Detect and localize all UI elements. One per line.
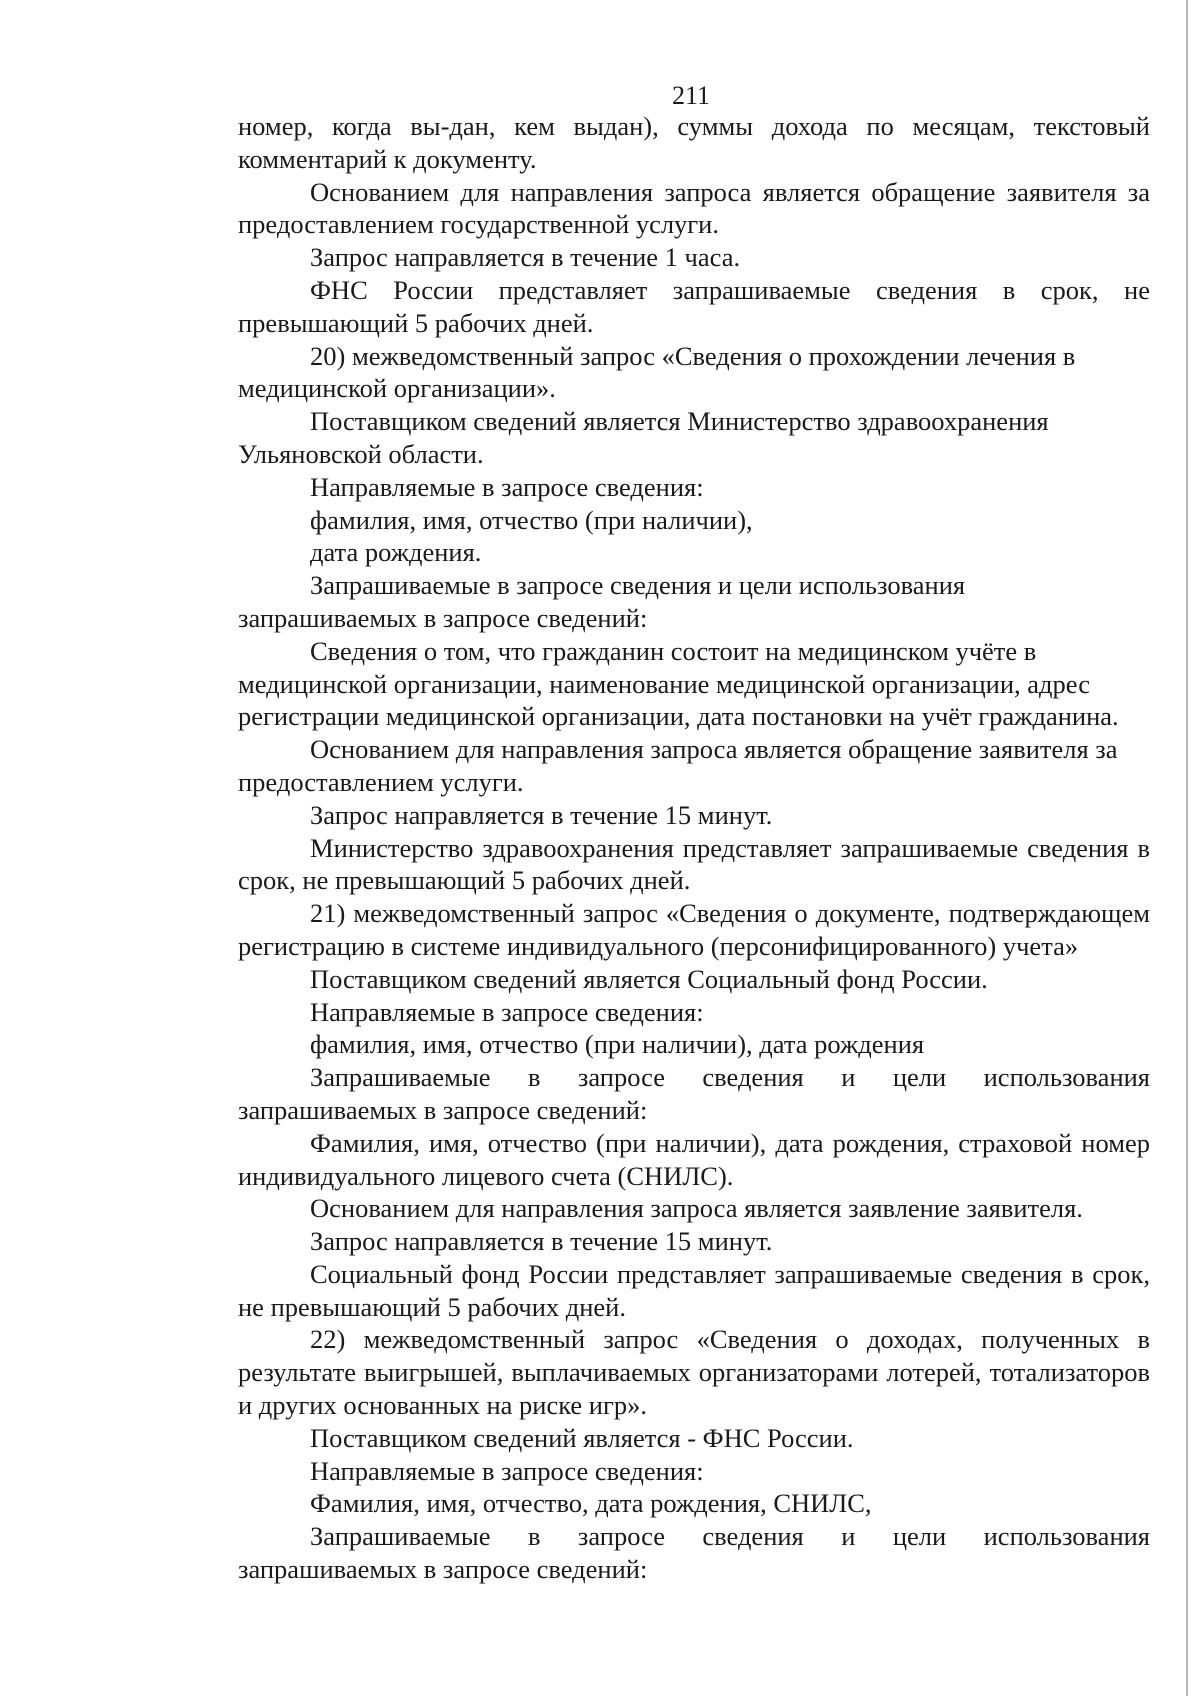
- paragraph: Направляемые в запросе сведения:: [310, 996, 704, 1027]
- paragraph: Основанием для направления запроса является заявление заявителя.: [310, 1193, 1083, 1224]
- paragraph: Поставщиком сведений является Социальный фонд России.: [310, 963, 988, 994]
- paragraph: фамилия, имя, отчество (при наличии),: [310, 504, 753, 535]
- scan-edge-line: [1186, 0, 1188, 1696]
- paragraph: дата рождения.: [310, 537, 482, 568]
- page-number: 211: [671, 81, 711, 110]
- paragraph: 20) межведомственный запрос «Сведения о прохождении лечения в медицинской организации».: [238, 340, 1076, 404]
- paragraph: Фамилия, имя, отчество, дата рождения, СНИЛС,: [310, 1488, 872, 1519]
- paragraph: 22) межведомственный запрос «Сведения о доходах, полученных в результате выигрышей, выплачиваемых организаторами лотерей, тотализаторов и других основанных на риске игр».: [238, 1324, 1150, 1421]
- paragraph: Основанием для направления запроса является обращение заявителя за предоставлением услуги.: [238, 734, 1118, 797]
- paragraph: ФНС России представляет запрашиваемые сведения в срок, не превышающий 5 рабочих дней.: [238, 274, 1150, 338]
- paragraph: Запрос направляется в течение 15 минут.: [310, 799, 773, 830]
- paragraph: Министерство здравоохранения представляет запрашиваемые сведения в срок, не превышающий 5 рабочих дней.: [238, 832, 1150, 896]
- paragraph: Запрашиваемые в запросе сведения и цели использования запрашиваемых в запросе сведений:: [238, 1521, 1150, 1585]
- paragraph: Поставщиком сведений является Министерство здравоохранения Ульяновской области.: [238, 406, 1049, 469]
- paragraph: Направляемые в запросе сведения:: [310, 1455, 704, 1486]
- paragraph: Запрос направляется в течение 1 часа.: [310, 242, 741, 273]
- paragraph: Запрашиваемые в запросе сведения и цели использования запрашиваемых в запросе сведений:: [238, 570, 966, 633]
- paragraph: Запрос направляется в течение 15 минут.: [310, 1226, 773, 1257]
- paragraph: Социальный фонд России представляет запрашиваемые сведения в срок, не превышающий 5 рабочих дней.: [238, 1258, 1150, 1322]
- document-body: [238, 110, 1150, 1586]
- paragraph: фамилия, имя, отчество (при наличии), дата рождения: [310, 1029, 925, 1060]
- paragraph: Направляемые в запросе сведения:: [310, 471, 704, 502]
- paragraph: Запрашиваемые в запросе сведения и цели использования запрашиваемых в запросе сведений:: [238, 1062, 1150, 1125]
- paragraph: Фамилия, имя, отчество (при наличии), дата рождения, страховой номер индивидуального лицевого счета (СНИЛС).: [238, 1127, 1150, 1191]
- paragraph: Сведения о том, что гражданин состоит на медицинском учёте в медицинской организации, наименование медицинской организации, адрес регистрации медицинской организации, дата постановки на учёт гражданина.: [238, 635, 1119, 732]
- paragraph: Поставщиком сведений является - ФНС России.: [310, 1422, 854, 1453]
- paragraph: 21) межведомственный запрос «Сведения о документе, подтверждающем регистрацию в системе индивидуального (персонифицированного) учета»: [238, 898, 1150, 961]
- paragraph: номер, когда вы-дан, кем выдан), суммы дохода по месяцам, текстовый комментарий к документу.: [238, 111, 1150, 174]
- paragraph: Основанием для направления запроса является обращение заявителя за предоставлением государственной услуги.: [238, 176, 1150, 240]
